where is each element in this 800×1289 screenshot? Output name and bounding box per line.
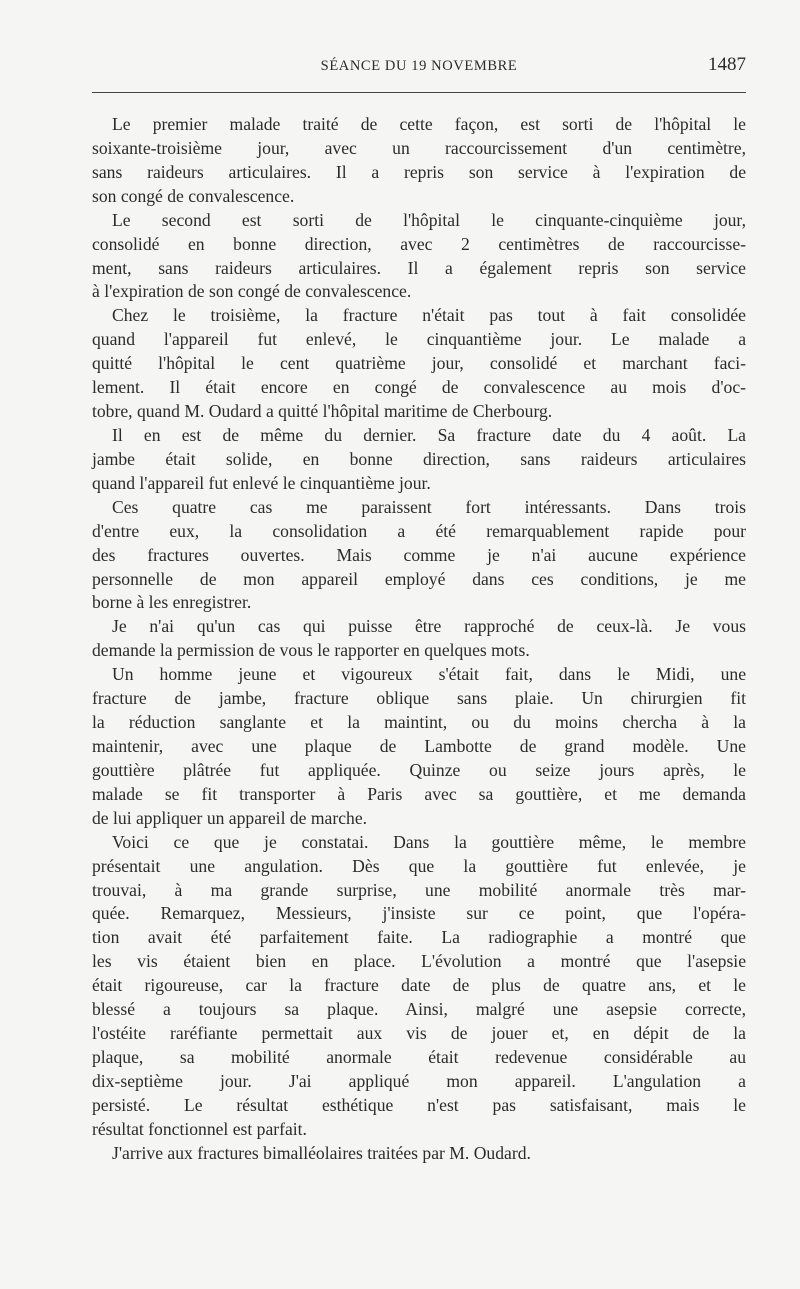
header-rule [92, 92, 746, 93]
text-line: les vis étaient bien en place. L'évolution a montré que l'asepsie [92, 951, 746, 972]
text-line: blessé a toujours sa plaque. Ainsi, malgré une asepsie correcte, [92, 999, 746, 1020]
text-line: consolidé en bonne direction, avec 2 centimètres de raccourcisse- [92, 233, 746, 254]
text-line: quée. Remarquez, Messieurs, j'insiste sur ce point, que l'opéra- [92, 903, 746, 924]
text-line: ment, sans raideurs articulaires. Il a également repris son service [92, 257, 746, 278]
text-line: Le premier malade traité de cette façon, est sorti de l'hôpital le [112, 114, 746, 134]
text-line: résultat fonctionnel est parfait. [92, 1118, 307, 1139]
text-line: tion avait été parfaitement faite. La radiographie a montré que [92, 927, 746, 948]
page-header [92, 56, 746, 80]
running-title: SÉANCE DU 19 NOVEMBRE [320, 58, 518, 74]
text-line: maintenir, avec une plaque de Lambotte de grand modèle. Une [92, 735, 746, 756]
text-line: d'entre eux, la consolidation a été remarquablement rapide pour [92, 520, 746, 541]
text-line: dix-septième jour. J'ai appliqué mon appareil. L'angulation a [92, 1070, 746, 1091]
text-line: malade se fit transporter à Paris avec sa gouttière, et me demanda [92, 783, 746, 804]
text-line: demande la permission de vous le rapporter en quelques mots. [92, 640, 530, 661]
text-line: lement. Il était encore en congé de convalescence au mois d'oc- [92, 377, 746, 398]
text-line: Je n'ai qu'un cas qui puisse être rapproché de ceux-là. Je vous [112, 616, 746, 637]
text-line: quand l'appareil fut enlevé le cinquantième jour. [92, 472, 431, 493]
text-line: quand l'appareil fut enlevé, le cinquantième jour. Le malade a [92, 329, 746, 350]
text-line: tobre, quand M. Oudard a quitté l'hôpital maritime de Cherbourg. [92, 401, 553, 422]
text-line: était rigoureuse, car la fracture date de plus de quatre ans, et le [92, 975, 746, 996]
text-line: Ces quatre cas me paraissent fort intéressants. Dans trois [112, 496, 746, 517]
text-line: à l'expiration de son congé de convalescence. [92, 281, 412, 302]
text-line: borne à les enregistrer. [92, 592, 252, 613]
text-line: plaque, sa mobilité anormale était redevenue considérable au [92, 1046, 746, 1067]
text-line: personnelle de mon appareil employé dans ces conditions, je me [92, 568, 746, 589]
text-line: soixante-troisième jour, avec un raccourcissement d'un centimètre, [92, 137, 746, 158]
text-line: Il en est de même du dernier. Sa fracture date du 4 août. La [112, 424, 746, 445]
text-line: trouvai, à ma grande surprise, une mobilité anormale très mar- [92, 879, 746, 900]
text-line: Voici ce que je constatai. Dans la gouttière même, le membre [112, 831, 746, 852]
body-text [92, 113, 746, 1166]
text-line: la réduction sanglante et la maintint, ou du moins chercha à la [92, 712, 746, 733]
text-line: jambe était solide, en bonne direction, sans raideurs articulaires [92, 448, 746, 469]
text-line: sans raideurs articulaires. Il a repris son service à l'expiration de [92, 161, 746, 182]
text-line: J'arrive aux fractures bimalléolaires traitées par M. Oudard. [112, 1142, 531, 1163]
text-line: de lui appliquer un appareil de marche. [92, 807, 368, 828]
text-line: Chez le troisième, la fracture n'était pas tout à fait consolidée [112, 305, 746, 326]
text-line: fracture de jambe, fracture oblique sans plaie. Un chirurgien fit [92, 688, 746, 709]
text-line: présentait une angulation. Dès que la gouttière fut enlevée, je [92, 855, 746, 876]
text-line: quitté l'hôpital le cent quatrième jour, consolidé et marchant faci- [92, 353, 746, 374]
text-line: Le second est sorti de l'hôpital le cinquante-cinquième jour, [112, 209, 746, 230]
text-line: son congé de convalescence. [92, 185, 295, 206]
text-line: des fractures ouvertes. Mais comme je n'ai aucune expérience [92, 544, 746, 565]
text-line: persisté. Le résultat esthétique n'est pas satisfaisant, mais le [92, 1094, 746, 1115]
text-line: Un homme jeune et vigoureux s'était fait, dans le Midi, une [112, 664, 746, 685]
text-line: gouttière plâtrée fut appliquée. Quinze ou seize jours après, le [92, 759, 746, 780]
page-number: 1487 [708, 54, 746, 75]
text-line: l'ostéite raréfiante permettait aux vis de jouer et, en dépit de la [92, 1023, 746, 1044]
